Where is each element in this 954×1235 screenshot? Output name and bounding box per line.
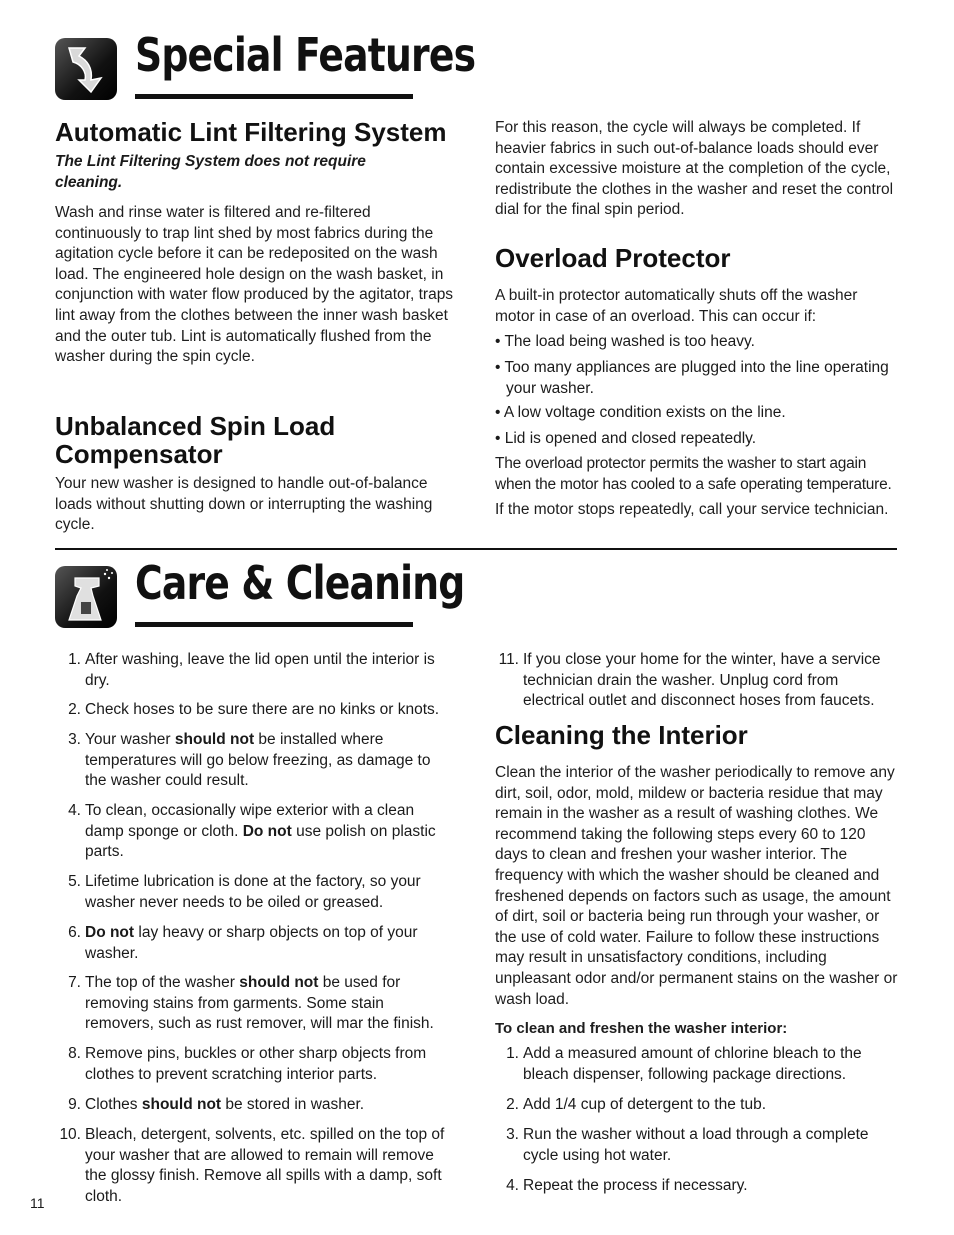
title-underline <box>135 622 413 627</box>
interior-steps-heading: To clean and freshen the washer interior: <box>495 1020 788 1037</box>
overload-restart: The overload protector permits the washer to start again when the motor has cooled to a safe operating temperature. <box>495 455 892 493</box>
care-item: 7. The top of the washer should not be used for removing stains from garments. Some stain removers, such as rust remover, will mar the finish. <box>68 974 434 1033</box>
overload-heading: Overload Protector <box>495 243 731 273</box>
interior-heading: Cleaning the Interior <box>495 720 748 750</box>
interior-body: Clean the interior of the washer periodically to remove any dirt, soil, odor, mold, mildew or bacteria residue that may remain in the washer as a result of washing clothes. We recommend taking the following steps every 60 to 120 days to clean and freshen your washer interior. The frequency with which the washer should be cleaned and freshened depends on factors such as usage, the amount of dirt, soil or bacteria being run through your washer, or the use of cold water. Failure to follow these instructions may result in unsatisfactory conditions, including unpleasant odor and/or permanent stains on the washer or wash load. <box>495 764 898 1008</box>
overload-bullet: • Lid is opened and closed repeatedly. <box>495 430 757 447</box>
lint-heading: Automatic Lint Filtering System <box>55 117 447 147</box>
care-item: 4. To clean, occasionally wipe exterior with a clean damp sponge or cloth. Do not use polish on plastic parts. <box>68 802 436 861</box>
title-underline <box>135 94 413 99</box>
interior-step: 3. Run the washer without a load through a complete cycle using hot water. <box>506 1126 869 1164</box>
section-divider <box>55 548 897 550</box>
unbalanced-continued: For this reason, the cycle will always be completed. If heavier fabrics in such out-of-balance loads should ever contain excessive moisture at the completion of the cycle, redistribute the clothes in the washer and reset the control dial for the final spin period. <box>495 119 894 219</box>
overload-bullet: • The load being washed is too heavy. <box>495 333 755 350</box>
overload-service: If the motor stops repeatedly, call your service technician. <box>495 501 889 518</box>
care-item: 11. If you close your home for the winter, have a service technician drain the washer. Unplug cord from electrical outlet and disconnect hoses from faucets. <box>498 651 881 710</box>
page-number: 11 <box>30 1195 45 1211</box>
overload-intro: A built-in protector automatically shuts off the washer motor in case of an overload. This can occur if: <box>495 287 858 325</box>
overload-bullet: • A low voltage condition exists on the line. <box>495 404 786 421</box>
care-item: 8. Remove pins, buckles or other sharp objects from clothes to prevent scratching interior parts. <box>68 1045 427 1083</box>
care-cleaning-header <box>55 556 465 636</box>
care-item: 2. Check hoses to be sure there are no kinks or knots. <box>68 701 440 718</box>
care-item: 5. Lifetime lubrication is done at the factory, so your washer never needs to be oiled or greased. <box>68 873 421 911</box>
lint-subheading: The Lint Filtering System does not require cleaning. <box>55 153 366 191</box>
section-title: Care & Cleaning <box>135 556 465 610</box>
care-item: 3. Your washer should not be installed where temperatures will go below freezing, as damage to the washer could result. <box>68 731 431 790</box>
interior-step: 2. Add 1/4 cup of detergent to the tub. <box>506 1096 767 1113</box>
overload-bullet: • Too many appliances are plugged into the line operating your washer. <box>495 359 889 397</box>
care-item: 1. After washing, leave the lid open until the interior is dry. <box>68 651 435 689</box>
curved-arrow-icon <box>55 38 117 100</box>
spray-bottle-icon <box>55 566 117 628</box>
interior-step: 1. Add a measured amount of chlorine bleach to the bleach dispenser, following package directions. <box>506 1045 862 1083</box>
lint-body: Wash and rinse water is filtered and re-filtered continuously to trap lint shed by most fabrics during the agitation cycle before it can be redeposited on the wash load. The engineered hole design on the wash basket, in conjunction with water flow produced by the agitator, traps lint away from the clothes between the inner wash basket and the outer tub. Lint is automatically flushed from the washer during the spin cycle. <box>55 204 454 366</box>
care-item: 10. Bleach, detergent, solvents, etc. spilled on the top of your washer that are allowed to remain will remove the glossy finish. Remove all spills with a damp, soft cloth. <box>59 1126 445 1205</box>
section-title: Special Features <box>135 28 476 82</box>
care-item: 6. Do not lay heavy or sharp objects on top of your washer. <box>68 924 418 962</box>
special-features-header <box>55 28 476 108</box>
interior-step: 4. Repeat the process if necessary. <box>506 1177 748 1194</box>
unbalanced-heading: Unbalanced Spin Load Compensator <box>55 411 336 469</box>
unbalanced-body: Your new washer is designed to handle out-of-balance loads without shutting down or interrupting the washing cycle. <box>55 475 433 534</box>
care-item: 9. Clothes should not be stored in washer. <box>68 1096 365 1113</box>
